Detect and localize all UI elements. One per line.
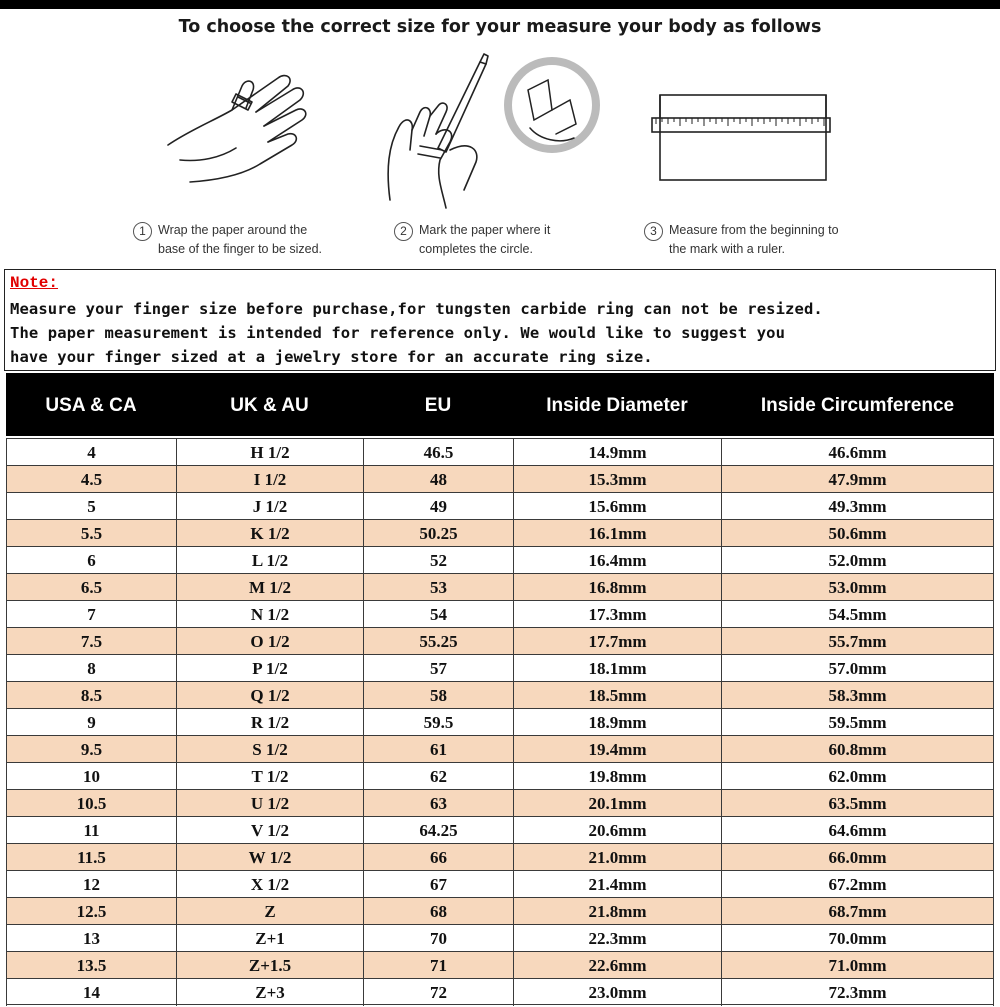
note-title: Note: — [10, 274, 59, 292]
table-row — [6, 978, 994, 1005]
table-row — [6, 708, 994, 735]
cell-inside-diameter: 18.9mm — [513, 709, 721, 736]
cell-uk-au: I 1/2 — [176, 466, 363, 493]
cell-inside-diameter: 16.4mm — [513, 547, 721, 574]
cell-eu: 72 — [363, 979, 513, 1006]
cell-inside-circumference: 54.5mm — [721, 601, 994, 628]
cell-inside-diameter: 20.6mm — [513, 817, 721, 844]
table-row — [6, 546, 994, 573]
cell-inside-circumference: 53.0mm — [721, 574, 994, 601]
cell-inside-circumference: 46.6mm — [721, 439, 994, 466]
size-table-header — [6, 373, 994, 436]
column-header-inside-circumference: Inside Circumference — [760, 395, 955, 416]
cell-eu: 67 — [363, 871, 513, 898]
cell-inside-diameter: 21.0mm — [513, 844, 721, 871]
cell-inside-circumference: 64.6mm — [721, 817, 994, 844]
step-3-caption — [644, 221, 839, 259]
table-row — [6, 465, 994, 492]
table-row — [6, 438, 994, 465]
hand-wrap-illustration — [160, 50, 320, 215]
cell-inside-diameter: 16.1mm — [513, 520, 721, 547]
table-row — [6, 870, 994, 897]
top-banner-bar — [0, 0, 1000, 9]
cell-inside-circumference: 52.0mm — [721, 547, 994, 574]
step-text-line: Wrap the paper around the — [158, 223, 308, 237]
cell-eu: 49 — [363, 493, 513, 520]
mark-paper-illustration — [380, 50, 605, 215]
cell-inside-diameter: 22.6mm — [513, 952, 721, 979]
step-text-line: Mark the paper where it — [419, 223, 551, 237]
column-header-eu: EU — [424, 395, 452, 416]
cell-inside-diameter: 18.5mm — [513, 682, 721, 709]
cell-usa-ca: 11.5 — [6, 844, 176, 871]
table-row — [6, 573, 994, 600]
cell-uk-au: K 1/2 — [176, 520, 363, 547]
cell-usa-ca: 8 — [6, 655, 176, 682]
cell-uk-au: Z — [176, 898, 363, 925]
cell-usa-ca: 10.5 — [6, 790, 176, 817]
cell-inside-circumference: 49.3mm — [721, 493, 994, 520]
table-row — [6, 762, 994, 789]
table-row — [6, 951, 994, 978]
table-row — [6, 789, 994, 816]
cell-inside-circumference: 63.5mm — [721, 790, 994, 817]
cell-eu: 66 — [363, 844, 513, 871]
cell-inside-diameter: 21.4mm — [513, 871, 721, 898]
cell-usa-ca: 13.5 — [6, 952, 176, 979]
table-row — [6, 681, 994, 708]
table-row — [6, 600, 994, 627]
cell-eu: 68 — [363, 898, 513, 925]
cell-inside-circumference: 62.0mm — [721, 763, 994, 790]
column-header-uk-au: UK & AU — [230, 395, 309, 416]
ruler-illustration — [648, 50, 833, 185]
cell-inside-circumference: 57.0mm — [721, 655, 994, 682]
cell-eu: 50.25 — [363, 520, 513, 547]
step-text-line: the mark with a ruler. — [669, 242, 786, 256]
step-number-badge: 3 — [644, 222, 663, 241]
cell-uk-au: Z+3 — [176, 979, 363, 1006]
cell-inside-diameter: 15.3mm — [513, 466, 721, 493]
note-box — [4, 269, 996, 371]
cell-usa-ca: 14 — [6, 979, 176, 1006]
cell-uk-au: M 1/2 — [176, 574, 363, 601]
cell-eu: 52 — [363, 547, 513, 574]
cell-eu: 53 — [363, 574, 513, 601]
cell-inside-diameter: 22.3mm — [513, 925, 721, 952]
cell-uk-au: X 1/2 — [176, 871, 363, 898]
table-row — [6, 816, 994, 843]
table-row — [6, 627, 994, 654]
cell-usa-ca: 6 — [6, 547, 176, 574]
cell-eu: 57 — [363, 655, 513, 682]
step-number-badge: 1 — [133, 222, 152, 241]
cell-eu: 70 — [363, 925, 513, 952]
cell-uk-au: T 1/2 — [176, 763, 363, 790]
cell-usa-ca: 9 — [6, 709, 176, 736]
cell-eu: 46.5 — [363, 439, 513, 466]
cell-eu: 64.25 — [363, 817, 513, 844]
cell-inside-circumference: 55.7mm — [721, 628, 994, 655]
cell-eu: 54 — [363, 601, 513, 628]
cell-usa-ca: 7 — [6, 601, 176, 628]
page-heading: To choose the correct size for your measure your body as follows — [178, 17, 822, 37]
cell-inside-diameter: 19.8mm — [513, 763, 721, 790]
cell-uk-au: J 1/2 — [176, 493, 363, 520]
cell-eu: 59.5 — [363, 709, 513, 736]
cell-usa-ca: 12.5 — [6, 898, 176, 925]
cell-uk-au: U 1/2 — [176, 790, 363, 817]
cell-eu: 61 — [363, 736, 513, 763]
cell-inside-diameter: 16.8mm — [513, 574, 721, 601]
cell-inside-circumference: 66.0mm — [721, 844, 994, 871]
cell-usa-ca: 12 — [6, 871, 176, 898]
table-row — [6, 654, 994, 681]
cell-uk-au: O 1/2 — [176, 628, 363, 655]
step-1-caption — [133, 221, 322, 259]
cell-eu: 48 — [363, 466, 513, 493]
cell-eu: 62 — [363, 763, 513, 790]
cell-inside-diameter: 14.9mm — [513, 439, 721, 466]
cell-usa-ca: 13 — [6, 925, 176, 952]
cell-inside-diameter: 17.7mm — [513, 628, 721, 655]
cell-uk-au: R 1/2 — [176, 709, 363, 736]
cell-eu: 63 — [363, 790, 513, 817]
cell-inside-circumference: 59.5mm — [721, 709, 994, 736]
cell-inside-circumference: 71.0mm — [721, 952, 994, 979]
cell-eu: 58 — [363, 682, 513, 709]
cell-inside-circumference: 58.3mm — [721, 682, 994, 709]
cell-usa-ca: 5.5 — [6, 520, 176, 547]
cell-inside-diameter: 15.6mm — [513, 493, 721, 520]
cell-uk-au: Z+1.5 — [176, 952, 363, 979]
step-2-caption — [394, 221, 550, 259]
cell-uk-au: L 1/2 — [176, 547, 363, 574]
cell-inside-circumference: 70.0mm — [721, 925, 994, 952]
column-header-usa-ca: USA & CA — [45, 395, 137, 416]
step-number-badge: 2 — [394, 222, 413, 241]
cell-inside-circumference: 72.3mm — [721, 979, 994, 1006]
column-header-inside-diameter: Inside Diameter — [546, 395, 688, 416]
cell-usa-ca: 7.5 — [6, 628, 176, 655]
cell-usa-ca: 4 — [6, 439, 176, 466]
cell-inside-circumference: 67.2mm — [721, 871, 994, 898]
cell-usa-ca: 5 — [6, 493, 176, 520]
cell-uk-au: Q 1/2 — [176, 682, 363, 709]
cell-usa-ca: 10 — [6, 763, 176, 790]
cell-uk-au: V 1/2 — [176, 817, 363, 844]
cell-uk-au: H 1/2 — [176, 439, 363, 466]
cell-inside-circumference: 47.9mm — [721, 466, 994, 493]
cell-inside-diameter: 17.3mm — [513, 601, 721, 628]
step-text-line: Measure from the beginning to — [669, 223, 839, 237]
cell-eu: 55.25 — [363, 628, 513, 655]
table-row — [6, 519, 994, 546]
table-row — [6, 492, 994, 519]
cell-inside-circumference: 60.8mm — [721, 736, 994, 763]
cell-inside-diameter: 19.4mm — [513, 736, 721, 763]
note-line: The paper measurement is intended for reference only. We would like to suggest you — [10, 324, 786, 342]
step-text-line: base of the finger to be sized. — [158, 242, 322, 256]
cell-usa-ca: 8.5 — [6, 682, 176, 709]
cell-usa-ca: 9.5 — [6, 736, 176, 763]
cell-uk-au: W 1/2 — [176, 844, 363, 871]
cell-usa-ca: 6.5 — [6, 574, 176, 601]
table-row — [6, 897, 994, 924]
table-row — [6, 924, 994, 951]
cell-usa-ca: 4.5 — [6, 466, 176, 493]
cell-uk-au: S 1/2 — [176, 736, 363, 763]
cell-inside-diameter: 20.1mm — [513, 790, 721, 817]
cell-inside-diameter: 21.8mm — [513, 898, 721, 925]
table-row — [6, 843, 994, 870]
cell-uk-au: P 1/2 — [176, 655, 363, 682]
cell-uk-au: Z+1 — [176, 925, 363, 952]
cell-inside-diameter: 18.1mm — [513, 655, 721, 682]
step-text-line: completes the circle. — [419, 242, 533, 256]
cell-inside-diameter: 23.0mm — [513, 979, 721, 1006]
note-line: have your finger sized at a jewelry store for an accurate ring size. — [10, 348, 653, 366]
note-line: Measure your finger size before purchase,for tungsten carbide ring can not be resized. — [10, 300, 823, 318]
table-row — [6, 735, 994, 762]
cell-inside-circumference: 68.7mm — [721, 898, 994, 925]
cell-inside-circumference: 50.6mm — [721, 520, 994, 547]
cell-eu: 71 — [363, 952, 513, 979]
cell-uk-au: N 1/2 — [176, 601, 363, 628]
cell-usa-ca: 11 — [6, 817, 176, 844]
